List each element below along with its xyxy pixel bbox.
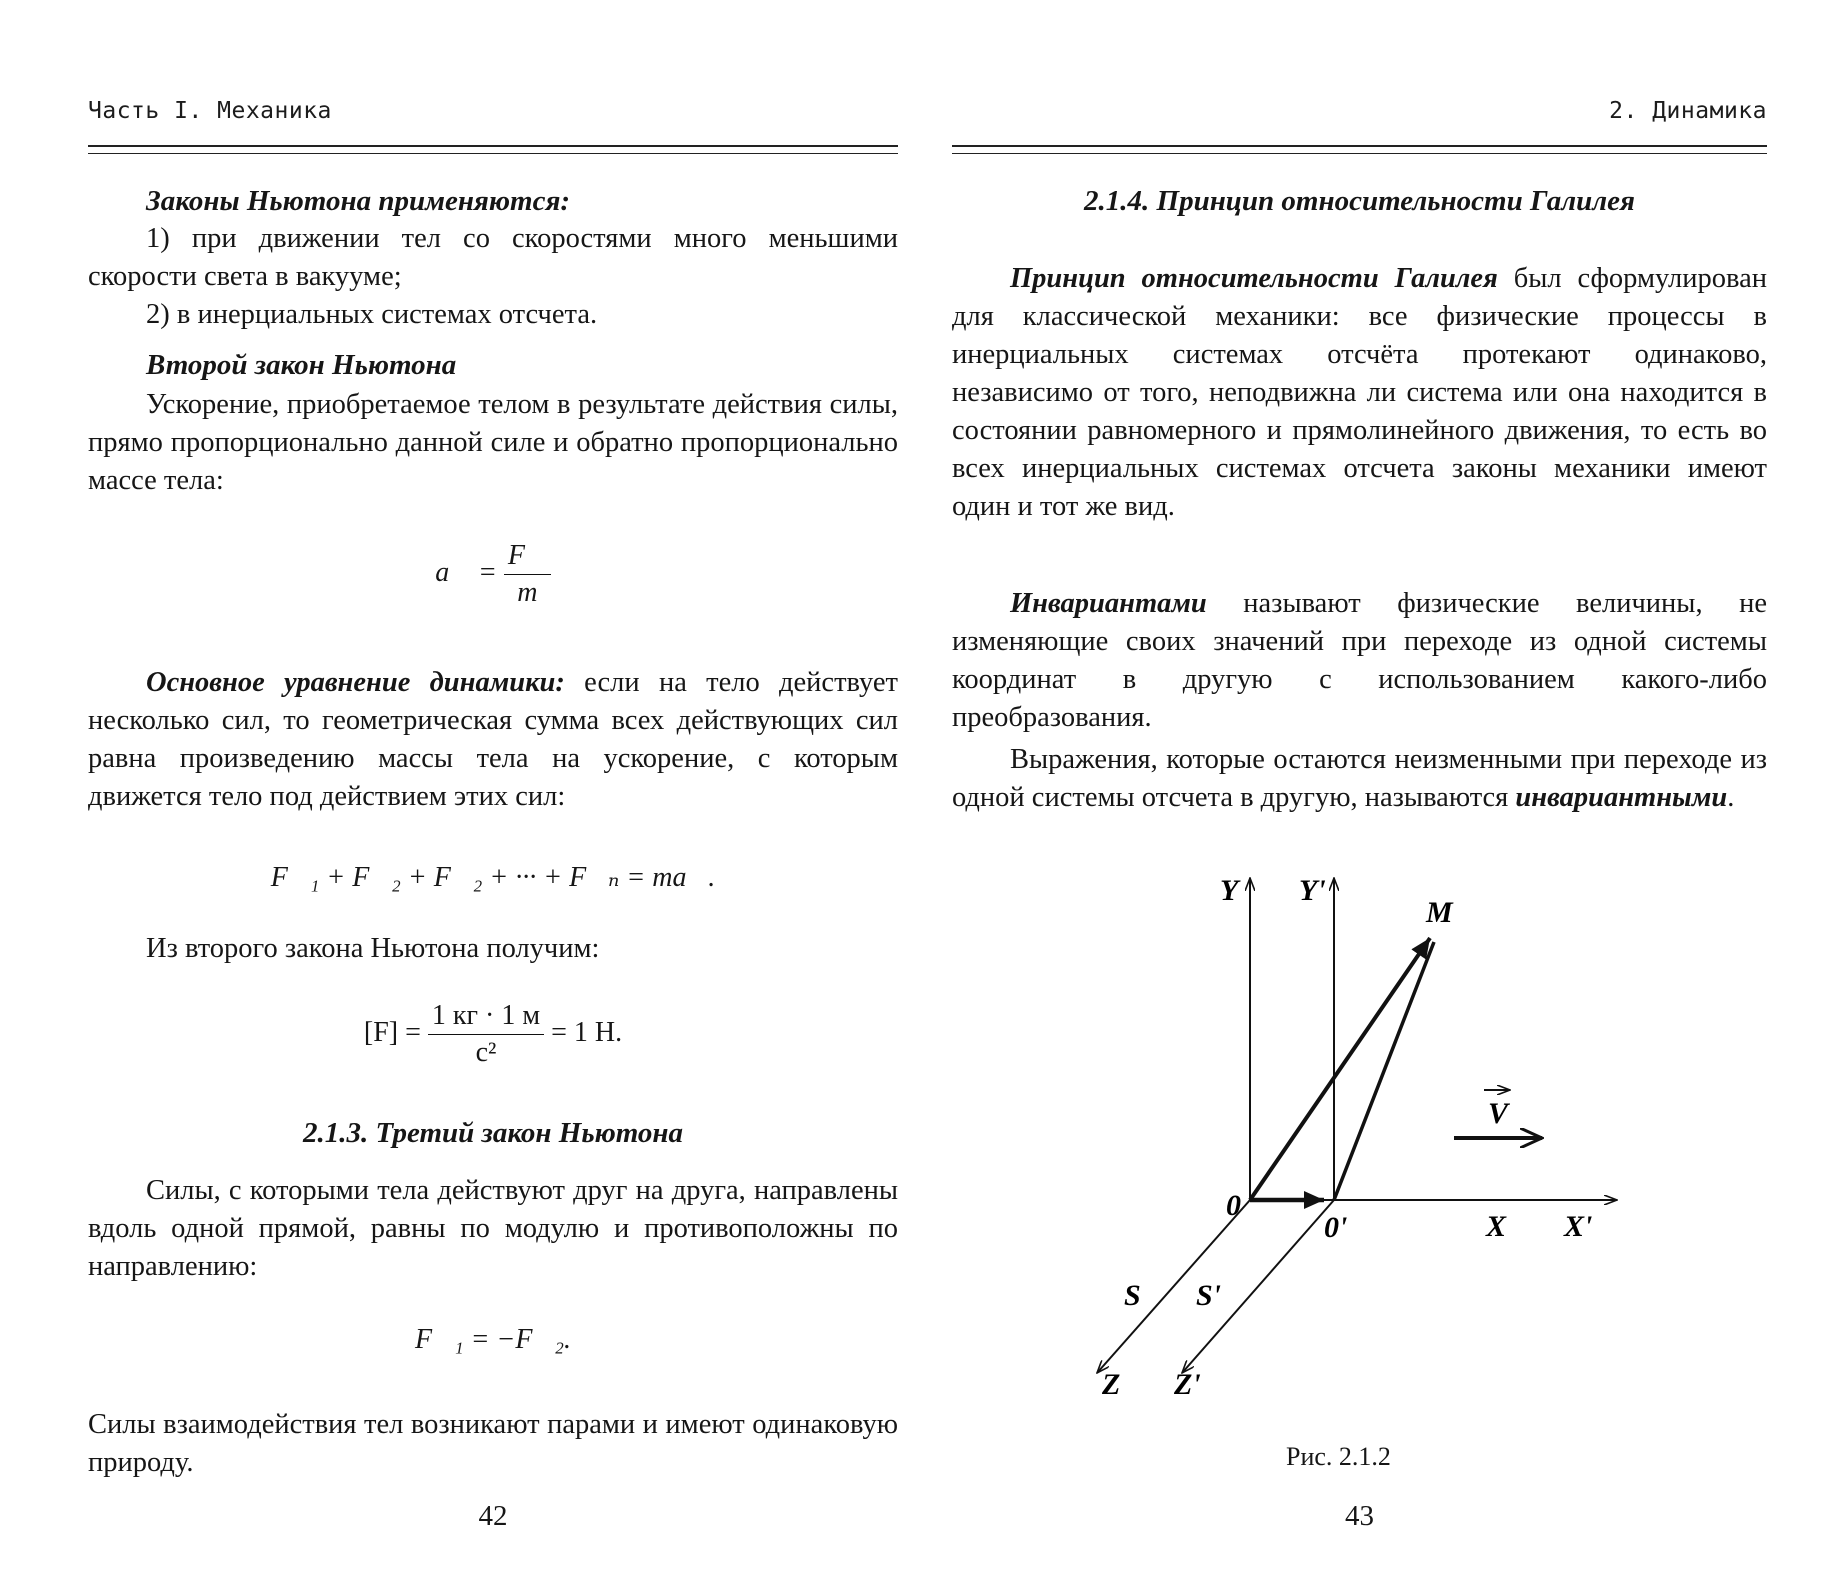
- formula-second-law: [88, 540, 898, 609]
- section-heading: 2.1.4. Принцип относительности Галилея: [1084, 185, 1635, 217]
- expressions-end: .: [1727, 782, 1735, 813]
- formula-lhs: a⃗ =: [435, 556, 497, 588]
- units-paragraph: [88, 930, 898, 968]
- header-rule: [952, 153, 1767, 154]
- page-number-left: 42: [478, 1500, 508, 1532]
- galileo-frames-figure: [952, 860, 1767, 1420]
- third-law-heading-block: [88, 1114, 898, 1152]
- fraction: [504, 540, 551, 609]
- invariants-paragraph: [952, 585, 1767, 737]
- principle-text: [952, 260, 1767, 526]
- second-law-section: [88, 346, 898, 500]
- basic-equation-term: Основное уравнение динамики:: [146, 667, 565, 698]
- label-s-prime: S': [1196, 1279, 1222, 1312]
- label-s: S: [1124, 1279, 1141, 1312]
- fraction: [428, 1000, 544, 1069]
- expressions-paragraph: [952, 741, 1767, 817]
- principle-term: Принцип относительности Галилея: [1010, 263, 1498, 294]
- running-head-right: 2. Динамика: [1609, 98, 1767, 124]
- third-law-text: Силы, с которыми тела действуют друг на друга, направлены вдоль одной прямой, равны по модулю и противоположны по направлению:: [88, 1175, 898, 1282]
- header-rule: [88, 145, 898, 147]
- label-y: Y: [1220, 874, 1239, 907]
- label-x: X: [1486, 1210, 1507, 1243]
- page-number-right: 43: [1345, 1500, 1374, 1532]
- section-heading-block: [952, 182, 1767, 220]
- pairs-text: Силы взаимодействия тел возникают парами и имеют одинаковую природу.: [88, 1409, 898, 1478]
- laws-heading: Законы Ньютона применяются:: [146, 185, 571, 217]
- label-m: M: [1426, 896, 1453, 929]
- radius-vector-s-prime: [1334, 942, 1434, 1200]
- expressions-body: Выражения, которые остаются неизменными при переходе из одной системы отсчета в другую, называются: [952, 744, 1767, 813]
- basic-equation-paragraph: [88, 664, 898, 816]
- basic-equation-body: если на тело действует несколько сил, то геометрическая сумма всех действующих сил равна произведению массы тела на ускорение, с которым движется тело под действием этих сил:: [88, 667, 898, 812]
- second-law-heading: Второй закон Ньютона: [146, 349, 457, 381]
- third-law-heading: 2.1.3. Третий закон Ньютона: [302, 1117, 684, 1149]
- basic-equation-text: [88, 664, 898, 816]
- third-law-section: [88, 1172, 898, 1286]
- fraction-numerator: 1 кг · 1 м: [428, 1000, 544, 1035]
- formula-units: [88, 1000, 898, 1069]
- header-rule: [952, 145, 1767, 147]
- radius-vector-s: [1250, 938, 1430, 1200]
- label-z-prime: Z': [1174, 1368, 1201, 1401]
- formula-force-sum: F⃗₁ + F⃗₂ + F⃗₂ + ··· + F⃗ₙ = ma⃗.: [270, 862, 716, 893]
- running-head-left: Часть I. Механика: [88, 98, 332, 124]
- formula-lhs: [F] =: [363, 1016, 421, 1048]
- left-page: [88, 0, 898, 1570]
- z-axis: [1097, 1200, 1250, 1373]
- fraction-denominator: m: [517, 577, 538, 608]
- pairs-paragraph: [88, 1406, 898, 1482]
- fraction-numerator: F⃗: [504, 540, 551, 575]
- right-page: [952, 0, 1767, 1570]
- invariants-text: [952, 585, 1767, 737]
- label-z: Z: [1102, 1368, 1121, 1401]
- newton-laws-applicability: [88, 182, 898, 334]
- principle-paragraph: [952, 260, 1767, 526]
- units-intro: Из второго закона Ньютона получим:: [146, 933, 600, 964]
- expressions-term: инвариантными: [1515, 782, 1728, 813]
- label-v: V: [1488, 1097, 1509, 1130]
- principle-body: был сформулирован для классической механики: все физические процессы в инерциальных системах отсчёта протекают одинаково, независимо от того, неподвижна ли система или она находится в состоянии равномерного и прямолинейного движения, то есть во всех инерциальных системах отсчета законы механики имеют один и тот же вид.: [952, 263, 1767, 522]
- figure-caption: Рис. 2.1.2: [1286, 1442, 1391, 1471]
- label-x-prime: X': [1564, 1210, 1593, 1243]
- label-origin-prime: 0': [1324, 1211, 1348, 1244]
- invariants-term: Инвариантами: [1010, 588, 1207, 619]
- laws-item-2: 2) в инерциальных системах отсчета.: [146, 299, 598, 330]
- label-y-prime: Y': [1299, 874, 1326, 907]
- header-rule: [88, 153, 898, 154]
- laws-item-1: 1) при движении тел со скоростями много меньшими скорости света в вакууме;: [88, 223, 898, 292]
- formula-rhs: = 1 Н.: [551, 1016, 623, 1048]
- second-law-text: Ускорение, приобретаемое телом в результате действия силы, прямо пропорционально данной силе и обратно пропорционально массе тела:: [88, 389, 898, 496]
- formula-third-law: F⃗₁ = −F⃗₂.: [414, 1324, 572, 1355]
- expressions-text: [952, 741, 1767, 817]
- invariants-body: называют физические величины, не изменяющие своих значений при переходе из одной системы координат в другую с использованием какого-либо преобразования.: [952, 588, 1768, 733]
- label-origin: 0: [1226, 1189, 1241, 1222]
- fraction-denominator: с²: [475, 1037, 497, 1068]
